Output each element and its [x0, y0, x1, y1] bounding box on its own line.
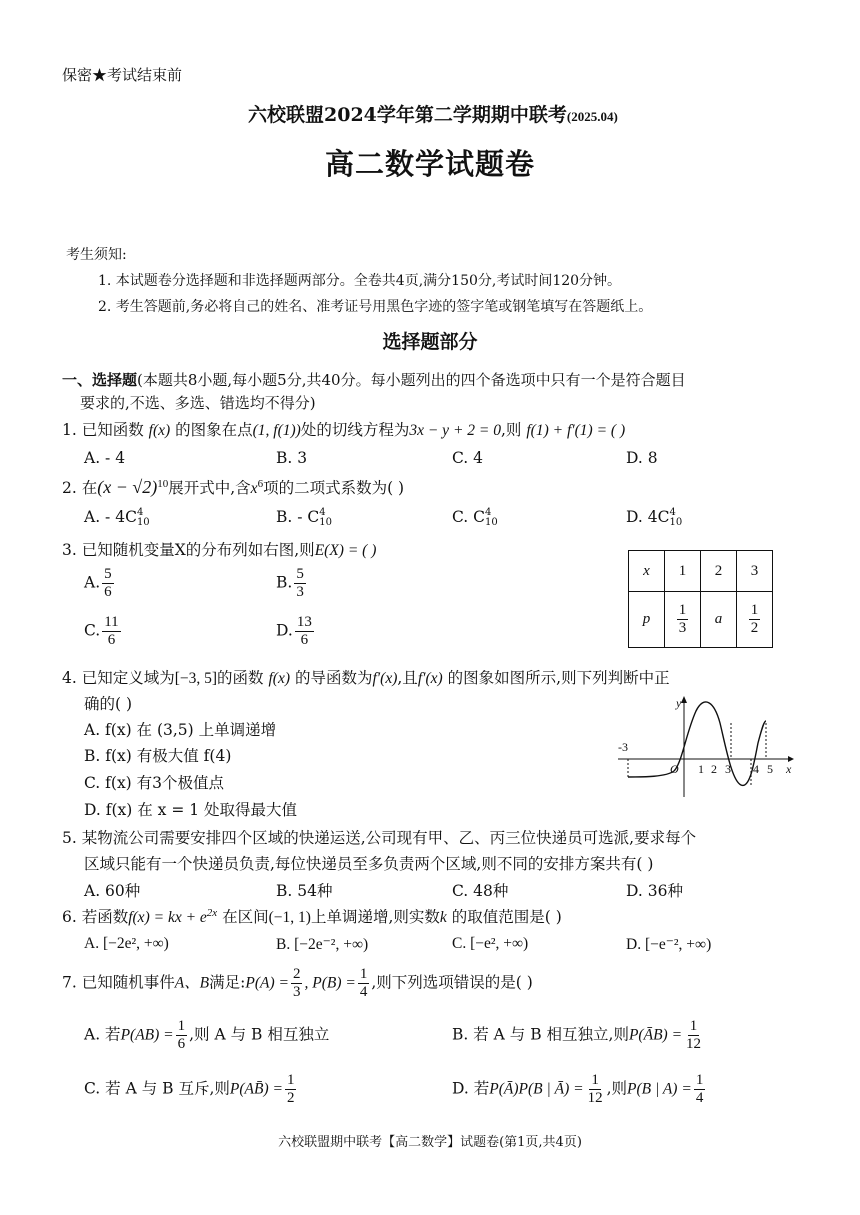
- q2-option-c: C. C 4 10: [452, 507, 498, 528]
- table-cell: 2: [701, 551, 737, 592]
- q4-option-b: B. f(x) 有极大值 f(4): [84, 747, 232, 765]
- page-footer: 六校联盟期中联考【高二数学】试题卷(第1页,共4页): [278, 1135, 582, 1150]
- q1-option-b: B. 3: [276, 449, 308, 467]
- q7-option-d: D. 若P(Ā)P(B | Ā) = $\frac{1}{12}$ ,则P(B | A) = $\frac{1}{4}$: [452, 1072, 704, 1106]
- q5-option-a: A. 60种: [84, 882, 141, 900]
- q3-option-a: A. $\frac{5}{6}$: [84, 566, 112, 600]
- graph-tick-4: 4: [753, 762, 759, 776]
- q7-option-c: C. 若 A 与 B 互斥,则P(AB̄) = $\frac{1}{2}$: [84, 1072, 295, 1106]
- graph-y-label: y: [676, 696, 682, 710]
- q6-option-b: B. [−2e⁻², +∞): [276, 936, 369, 953]
- q5-option-c: C. 48种: [452, 882, 509, 900]
- q4-stem-line1: 4. 已知定义域为[−3, 5]的函数 f(x) 的导函数为f′(x),且f′(x) 的图象如图所示,则下列判断中正: [62, 669, 670, 687]
- exam-title: 六校联盟2024学年第二学期期中联考(2025.04): [248, 104, 618, 126]
- table-cell: p: [629, 592, 665, 648]
- exam-date: (2025.04): [566, 109, 618, 124]
- graph-tick-1: 1: [698, 762, 704, 776]
- table-cell: x: [629, 551, 665, 592]
- q7-option-a: A. 若P(AB) = $\frac{1}{6}$ ,则 A 与 B 相互独立: [84, 1018, 330, 1052]
- q1-stem: 1. 已知函数 f(x) 的图象在点(1, f(1))处的切线方程为3x − y + 2 = 0,则 f(1) + f′(1) = ( ): [62, 421, 626, 439]
- table-cell: $\frac{1}{2}$: [737, 592, 773, 648]
- paper-title: 高二数学试题卷: [324, 147, 535, 181]
- q5-option-b: B. 54种: [276, 882, 333, 900]
- q3-option-b: B. $\frac{5}{3}$: [276, 566, 304, 600]
- confidential-label: 保密★考试结束前: [62, 66, 183, 84]
- q3-option-d: D. $\frac{13}{6}$: [276, 614, 312, 648]
- q1-option-d: D. 8: [626, 449, 658, 467]
- q5-stem-line1: 5. 某物流公司需要安排四个区域的快递运送,公司现有甲、乙、丙三位快递员可选派,要求每个: [62, 829, 697, 847]
- part1-desc-line1: 一、选择题(本题共8小题,每小题5分,共40分。每小题列出的四个备选项中只有一个是符合题目: [62, 371, 686, 389]
- q6-option-a: A. [−2e², +∞): [84, 935, 169, 952]
- q4-stem-line2: 确的( ): [84, 695, 133, 713]
- notice-heading: 考生须知:: [66, 247, 127, 263]
- graph-origin-label: O: [670, 762, 679, 776]
- q2-option-a: A. - 4C 4 10: [84, 507, 150, 528]
- q6-option-d: D. [−e⁻², +∞): [626, 936, 712, 953]
- graph-tick-5: 5: [767, 762, 773, 776]
- notice-item-2: 2. 考生答题前,务必将自己的姓名、准考证号用黑色字迹的签字笔或钢笔填写在答题纸上。: [98, 299, 653, 315]
- q4-option-d: D. f(x) 在 x = 1 处取得最大值: [84, 801, 298, 819]
- q6-option-c: C. [−e², +∞): [452, 935, 529, 952]
- notice-item-1: 1. 本试题卷分选择题和非选择题两部分。全卷共4页,满分150分,考试时间120分钟。: [98, 273, 622, 289]
- part1-desc-line2: 要求的,不选、多选、错选均不得分): [80, 394, 316, 412]
- graph-tick-3: 3: [725, 762, 731, 776]
- q6-stem: 6. 若函数f(x) = kx + $e^{2x}$ 在区间(−1, 1)上单调递增,则实数k 的取值范围是( ): [62, 906, 562, 926]
- q4-option-c: C. f(x) 有3个极值点: [84, 774, 225, 792]
- q4-option-a: A. f(x) 在 (3,5) 上单调递增: [84, 721, 277, 739]
- y-axis-arrow: [681, 696, 687, 703]
- table-cell: $\frac{1}{3}$: [665, 592, 701, 648]
- q2-stem: 2. 在$(x - √2)^{10}$展开式中,含$x^6$项的二项式系数为( ): [62, 477, 405, 497]
- graph-tick-2: 2: [711, 762, 717, 776]
- q7-option-b: B. 若 A 与 B 相互独立,则P(ĀB) = $\frac{1}{12}$: [452, 1018, 702, 1052]
- q2-option-b: B. - C 4 10: [276, 507, 333, 528]
- q3-distribution-table: [628, 550, 773, 648]
- graph-x-label: x: [786, 762, 792, 776]
- derivative-curve: [628, 702, 766, 785]
- section-title: 选择题部分: [382, 331, 478, 353]
- table-cell: a: [701, 592, 737, 648]
- table-cell: 3: [737, 551, 773, 592]
- q7-stem: 7. 已知随机事件A、B满足:P(A) = $\frac{2}{3}$ , P(B) = $\frac{1}{4}$ ,则下列选项错误的是( ): [62, 966, 533, 1000]
- table-cell: 1: [665, 551, 701, 592]
- q5-option-d: D. 36种: [626, 882, 683, 900]
- q2-option-d: D. 4C 4 10: [626, 507, 683, 528]
- part1-label: 一、选择题: [62, 371, 138, 389]
- q4-derivative-graph: [614, 693, 794, 801]
- q1-option-c: C. 4: [452, 449, 484, 467]
- graph-tick-neg3: -3: [618, 740, 628, 754]
- q1-option-a: A. - 4: [84, 449, 126, 467]
- q5-stem-line2: 区域只能有一个快递员负责,每位快递员至多负责两个区域,则不同的安排方案共有( ): [84, 855, 654, 873]
- q3-option-c: C. $\frac{11}{6}$: [84, 614, 119, 648]
- q3-stem: 3. 已知随机变量X的分布列如右图,则E(X) = ( ): [62, 541, 377, 559]
